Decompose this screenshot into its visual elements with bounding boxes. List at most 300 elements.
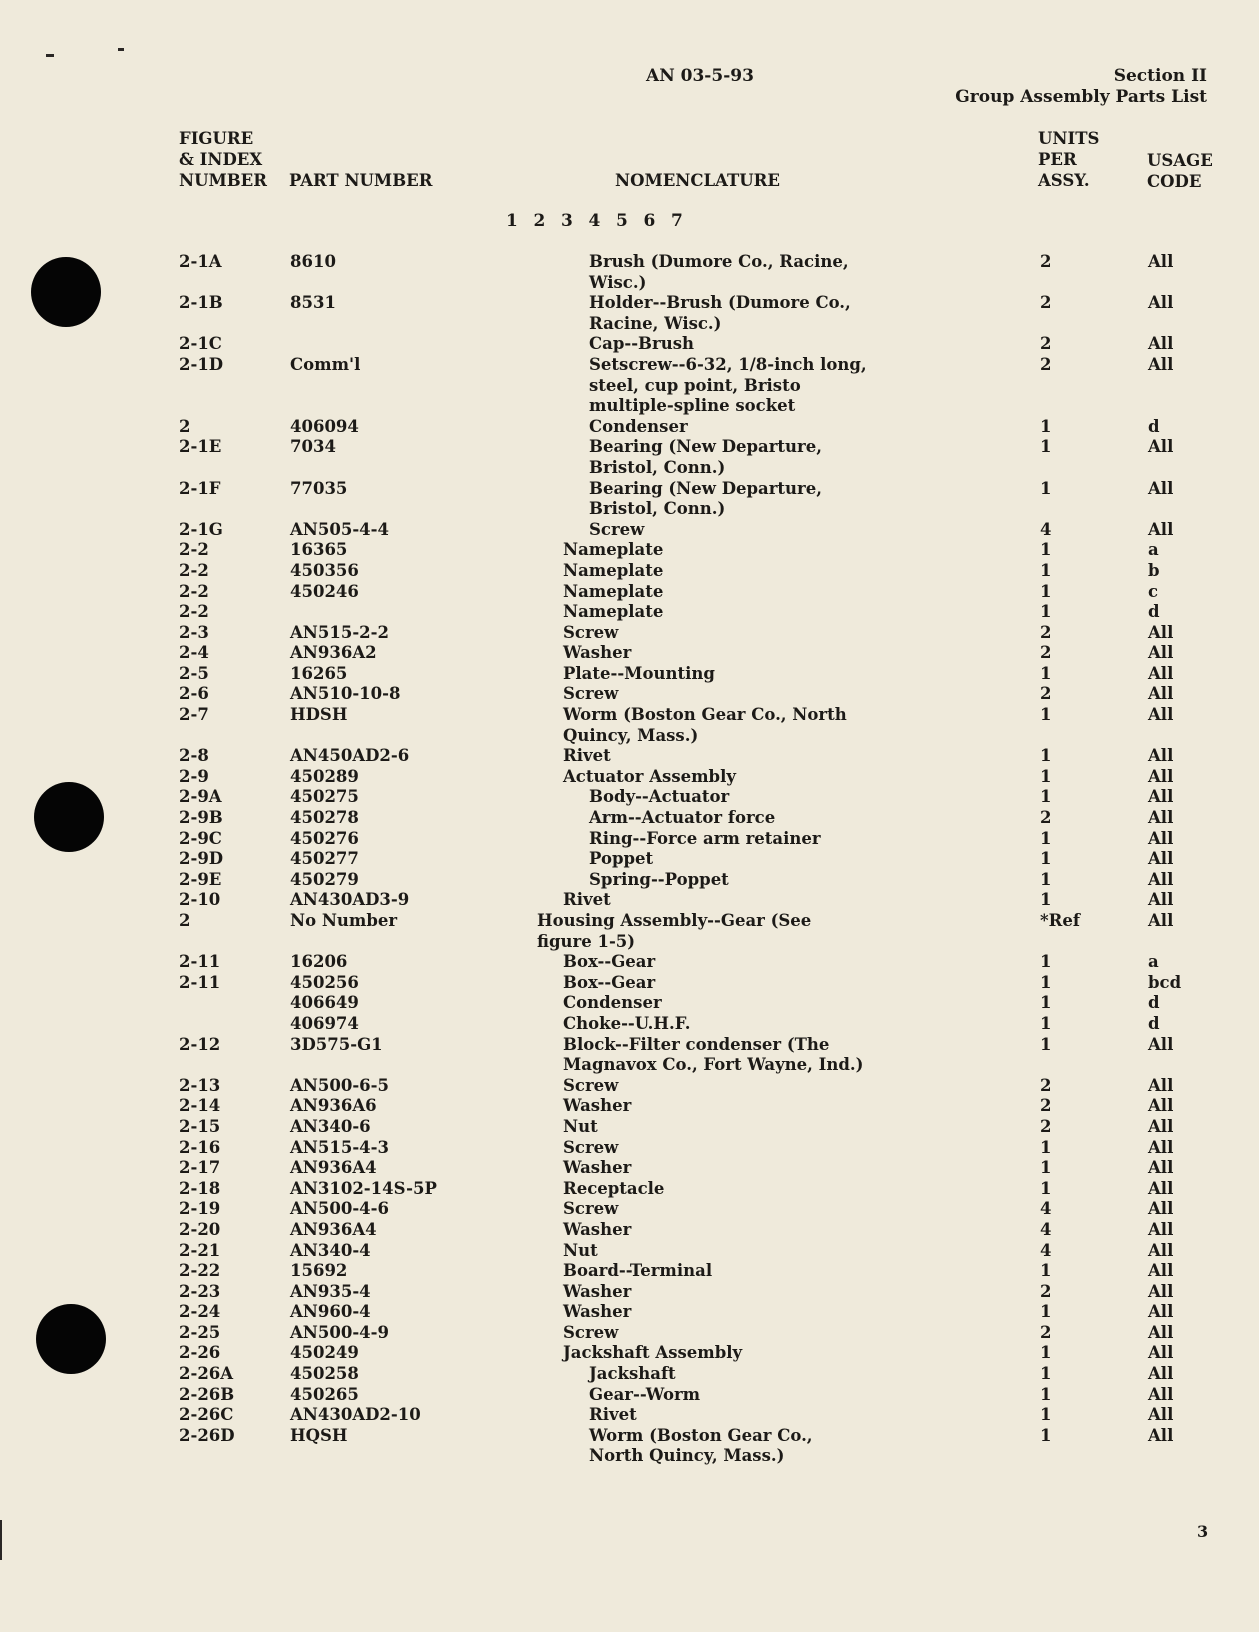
figure-index-cell: 2-19 xyxy=(179,1199,221,1219)
nomenclature-cell: Setscrew--6-32, 1/8-inch long, steel, cup point, Bristo multiple-spline socket xyxy=(589,354,867,416)
nomenclature-cell: Screw xyxy=(563,1199,619,1219)
table-row xyxy=(0,1323,1259,1344)
usage-code-cell: All xyxy=(1148,1261,1174,1281)
figure-index-cell: 2-9E xyxy=(179,869,222,889)
part-number-cell: Comm'l xyxy=(290,354,361,374)
usage-code-cell: All xyxy=(1148,1116,1174,1136)
nomenclature-cell: Jackshaft Assembly xyxy=(563,1343,743,1363)
table-row xyxy=(0,849,1259,870)
figure-index-cell: 2-26C xyxy=(179,1405,234,1425)
figure-index-cell: 2-4 xyxy=(179,643,209,663)
nomenclature-cell: Box--Gear xyxy=(563,972,656,992)
part-number-cell: 450258 xyxy=(290,1364,359,1384)
units-cell: 1 xyxy=(1040,1425,1052,1445)
units-cell: 2 xyxy=(1040,1075,1052,1095)
table-row xyxy=(0,890,1259,911)
units-cell: 1 xyxy=(1040,869,1052,889)
nomenclature-cell: Washer xyxy=(563,643,632,663)
usage-code-cell: All xyxy=(1148,1034,1174,1054)
figure-index-cell: 2-5 xyxy=(179,663,209,683)
figure-index-cell: 2-8 xyxy=(179,746,209,766)
units-cell: 2 xyxy=(1040,1281,1052,1301)
usage-code-cell: All xyxy=(1148,1425,1174,1445)
table-row xyxy=(0,479,1259,520)
usage-code-cell: All xyxy=(1148,663,1174,683)
table-row xyxy=(0,705,1259,746)
part-number-cell: AN430AD2-10 xyxy=(290,1405,421,1425)
usage-code-cell: a xyxy=(1148,952,1159,972)
nomenclature-cell: Body--Actuator xyxy=(589,787,730,807)
table-row xyxy=(0,520,1259,541)
table-row xyxy=(0,1014,1259,1035)
usage-code-cell: d xyxy=(1148,1013,1160,1033)
usage-code-cell: All xyxy=(1148,1302,1174,1322)
table-row xyxy=(0,1179,1259,1200)
part-number-cell: AN515-4-3 xyxy=(290,1137,389,1157)
table-row xyxy=(0,1302,1259,1323)
scan-mark xyxy=(46,54,54,57)
figure-index-cell: 2 xyxy=(179,416,191,436)
usage-code-cell: d xyxy=(1148,602,1160,622)
usage-code-cell: All xyxy=(1148,1219,1174,1239)
part-number-cell: 450276 xyxy=(290,828,359,848)
units-cell: 1 xyxy=(1040,1343,1052,1363)
nomenclature-cell: Block--Filter condenser (The Magnavox Co., Fort Wayne, Ind.) xyxy=(563,1034,864,1075)
units-cell: 1 xyxy=(1040,602,1052,622)
part-number-cell: AN515-2-2 xyxy=(290,622,389,642)
units-cell: 2 xyxy=(1040,684,1052,704)
units-cell: 1 xyxy=(1040,705,1052,725)
table-row xyxy=(0,561,1259,582)
usage-code-cell: All xyxy=(1148,334,1174,354)
table-row xyxy=(0,417,1259,438)
units-cell: 4 xyxy=(1040,1199,1052,1219)
figure-index-cell: 2-1G xyxy=(179,519,223,539)
units-cell: 1 xyxy=(1040,437,1052,457)
part-number-cell: 450279 xyxy=(290,869,359,889)
usage-code-cell: All xyxy=(1148,808,1174,828)
table-row xyxy=(0,1364,1259,1385)
part-number-cell: AN340-4 xyxy=(290,1240,371,1260)
table-row xyxy=(0,993,1259,1014)
figure-index-cell: 2-7 xyxy=(179,705,209,725)
units-cell: 2 xyxy=(1040,354,1052,374)
table-row xyxy=(0,1282,1259,1303)
part-number-cell: AN450AD2-6 xyxy=(290,746,410,766)
units-cell: 2 xyxy=(1040,252,1052,271)
usage-code-cell: All xyxy=(1148,1158,1174,1178)
nomenclature-cell: Nut xyxy=(563,1240,598,1260)
part-number-cell: 406974 xyxy=(290,1013,359,1033)
indent-scale: 1 2 3 4 5 6 7 xyxy=(506,211,683,231)
table-row xyxy=(0,787,1259,808)
units-cell: 1 xyxy=(1040,746,1052,766)
usage-code-cell: All xyxy=(1148,478,1174,498)
table-row xyxy=(0,582,1259,603)
usage-code-cell: All xyxy=(1148,869,1174,889)
usage-code-cell: All xyxy=(1148,293,1174,313)
column-header-figure: FIGURE & INDEX NUMBER xyxy=(179,129,267,190)
nomenclature-cell: Cap--Brush xyxy=(589,334,694,354)
part-number-cell: 450265 xyxy=(290,1384,359,1404)
part-number-cell: 8531 xyxy=(290,293,336,313)
nomenclature-cell: Plate--Mounting xyxy=(563,663,715,683)
table-row xyxy=(0,952,1259,973)
nomenclature-cell: Nameplate xyxy=(563,602,664,622)
nomenclature-cell: Nameplate xyxy=(563,560,664,580)
table-row xyxy=(0,1241,1259,1262)
part-number-cell: AN960-4 xyxy=(290,1302,371,1322)
nomenclature-cell: Actuator Assembly xyxy=(563,766,736,786)
figure-index-cell: 2-6 xyxy=(179,684,209,704)
figure-index-cell: 2-1C xyxy=(179,334,222,354)
nomenclature-cell: Ring--Force arm retainer xyxy=(589,828,821,848)
part-number-cell: 450289 xyxy=(290,766,359,786)
table-row xyxy=(0,540,1259,561)
table-row xyxy=(0,1220,1259,1241)
nomenclature-cell: Brush (Dumore Co., Racine, Wisc.) xyxy=(589,252,849,292)
nomenclature-cell: Board--Terminal xyxy=(563,1261,713,1281)
units-cell: 1 xyxy=(1040,1302,1052,1322)
table-row xyxy=(0,1096,1259,1117)
figure-index-cell: 2-2 xyxy=(179,560,209,580)
units-cell: 2 xyxy=(1040,622,1052,642)
nomenclature-cell: Jackshaft xyxy=(589,1364,676,1384)
usage-code-cell: bcd xyxy=(1148,972,1182,992)
usage-code-cell: All xyxy=(1148,354,1174,374)
usage-code-cell: All xyxy=(1148,252,1174,271)
section-heading xyxy=(955,66,1207,108)
figure-index-cell: 2-21 xyxy=(179,1240,221,1260)
part-number-cell: AN936A2 xyxy=(290,643,377,663)
usage-code-cell: All xyxy=(1148,622,1174,642)
table-row xyxy=(0,643,1259,664)
usage-code-cell: All xyxy=(1148,746,1174,766)
nomenclature-cell: Screw xyxy=(563,1137,619,1157)
figure-index-cell: 2-1F xyxy=(179,478,221,498)
units-cell: 2 xyxy=(1040,334,1052,354)
nomenclature-cell: Rivet xyxy=(563,746,611,766)
nomenclature-cell: Rivet xyxy=(589,1405,637,1425)
usage-code-cell: d xyxy=(1148,416,1160,436)
table-row xyxy=(0,870,1259,891)
usage-code-cell: All xyxy=(1148,787,1174,807)
usage-code-cell: d xyxy=(1148,993,1160,1013)
usage-code-cell: All xyxy=(1148,766,1174,786)
units-cell: *Ref xyxy=(1040,911,1080,930)
units-cell: 1 xyxy=(1040,416,1052,436)
units-cell: 1 xyxy=(1040,849,1052,869)
table-row xyxy=(0,623,1259,644)
units-cell: 1 xyxy=(1040,478,1052,498)
figure-index-cell: 2-9A xyxy=(179,787,222,807)
column-header-units: UNITS PER ASSY. xyxy=(1038,129,1100,190)
units-cell: 1 xyxy=(1040,787,1052,807)
section-title: Group Assembly Parts List xyxy=(955,87,1207,107)
units-cell: 1 xyxy=(1040,560,1052,580)
table-row xyxy=(0,1035,1259,1076)
usage-code-cell: All xyxy=(1148,911,1174,930)
nomenclature-cell: Housing Assembly--Gear (See figure 1-5) xyxy=(537,911,812,951)
figure-index-cell: 2-16 xyxy=(179,1137,221,1157)
figure-index-cell: 2 xyxy=(179,911,191,930)
table-row xyxy=(0,911,1259,952)
figure-index-cell: 2-11 xyxy=(179,972,221,992)
part-number-cell: 16206 xyxy=(290,952,348,972)
nomenclature-cell: Screw xyxy=(563,622,619,642)
figure-index-cell: 2-26A xyxy=(179,1364,234,1384)
figure-index-cell: 2-9 xyxy=(179,766,209,786)
figure-index-cell: 2-9D xyxy=(179,849,224,869)
table-row xyxy=(0,1138,1259,1159)
figure-index-cell: 2-1B xyxy=(179,293,223,313)
part-number-cell: 450246 xyxy=(290,581,359,601)
part-number-cell: 450356 xyxy=(290,560,359,580)
nomenclature-cell: Nameplate xyxy=(563,581,664,601)
units-cell: 1 xyxy=(1040,952,1052,972)
figure-index-cell: 2-1D xyxy=(179,354,224,374)
usage-code-cell: All xyxy=(1148,1096,1174,1116)
usage-code-cell: b xyxy=(1148,560,1160,580)
usage-code-cell: All xyxy=(1148,1281,1174,1301)
nomenclature-cell: Washer xyxy=(563,1281,632,1301)
figure-index-cell: 2-2 xyxy=(179,581,209,601)
nomenclature-cell: Poppet xyxy=(589,849,654,869)
units-cell: 1 xyxy=(1040,1384,1052,1404)
table-row xyxy=(0,829,1259,850)
table-row xyxy=(0,334,1259,355)
figure-index-cell: 2-3 xyxy=(179,622,209,642)
table-row xyxy=(0,1117,1259,1138)
table-row xyxy=(0,767,1259,788)
units-cell: 4 xyxy=(1040,1219,1052,1239)
figure-index-cell: 2-22 xyxy=(179,1261,221,1281)
usage-code-cell: All xyxy=(1148,1343,1174,1363)
nomenclature-cell: Condenser xyxy=(589,416,688,436)
nomenclature-cell: Worm (Boston Gear Co., North Quincy, Mass.) xyxy=(589,1425,813,1466)
table-row xyxy=(0,1199,1259,1220)
nomenclature-cell: Nameplate xyxy=(563,540,664,560)
part-number-cell: AN510-10-8 xyxy=(290,684,401,704)
part-number-cell: 77035 xyxy=(290,478,348,498)
units-cell: 1 xyxy=(1040,1034,1052,1054)
units-cell: 2 xyxy=(1040,643,1052,663)
figure-index-cell: 2-1A xyxy=(179,252,222,271)
nomenclature-cell: Holder--Brush (Dumore Co., Racine, Wisc.) xyxy=(589,293,851,333)
usage-code-cell: All xyxy=(1148,1322,1174,1342)
scan-mark xyxy=(118,48,124,51)
units-cell: 1 xyxy=(1040,663,1052,683)
units-cell: 4 xyxy=(1040,519,1052,539)
nomenclature-cell: Screw xyxy=(563,684,619,704)
table-row xyxy=(0,1385,1259,1406)
part-number-cell: 450256 xyxy=(290,972,359,992)
nomenclature-cell: Bearing (New Departure, Bristol, Conn.) xyxy=(589,478,822,519)
table-row xyxy=(0,664,1259,685)
units-cell: 2 xyxy=(1040,808,1052,828)
units-cell: 1 xyxy=(1040,1261,1052,1281)
units-cell: 1 xyxy=(1040,1405,1052,1425)
part-number-cell: AN936A4 xyxy=(290,1219,377,1239)
usage-code-cell: All xyxy=(1148,684,1174,704)
nomenclature-cell: Screw xyxy=(563,1075,619,1095)
units-cell: 2 xyxy=(1040,293,1052,313)
figure-index-cell: 2-12 xyxy=(179,1034,221,1054)
figure-index-cell: 2-17 xyxy=(179,1158,221,1178)
document-number: AN 03-5-93 xyxy=(646,66,754,86)
table-row xyxy=(0,1158,1259,1179)
table-row xyxy=(0,602,1259,623)
units-cell: 1 xyxy=(1040,972,1052,992)
part-number-cell: AN500-4-6 xyxy=(290,1199,389,1219)
part-number-cell: 7034 xyxy=(290,437,336,457)
part-number-cell: AN505-4-4 xyxy=(290,519,389,539)
part-number-cell: HDSH xyxy=(290,705,348,725)
nomenclature-cell: Nut xyxy=(563,1116,598,1136)
figure-index-cell: 2-9C xyxy=(179,828,222,848)
table-row xyxy=(0,1426,1259,1467)
units-cell: 2 xyxy=(1040,1096,1052,1116)
units-cell: 2 xyxy=(1040,1322,1052,1342)
edge-line xyxy=(0,1520,2,1560)
usage-code-cell: c xyxy=(1148,581,1159,601)
figure-index-cell: 2-26D xyxy=(179,1425,235,1445)
nomenclature-cell: Screw xyxy=(589,519,645,539)
usage-code-cell: All xyxy=(1148,643,1174,663)
parts-table xyxy=(0,252,1259,1467)
nomenclature-cell: Choke--U.H.F. xyxy=(563,1013,691,1033)
column-header-part-number: PART NUMBER xyxy=(289,171,433,190)
units-cell: 4 xyxy=(1040,1240,1052,1260)
nomenclature-cell: Arm--Actuator force xyxy=(589,808,776,828)
table-row xyxy=(0,293,1259,334)
figure-index-cell: 2-2 xyxy=(179,602,209,622)
units-cell: 1 xyxy=(1040,993,1052,1013)
usage-code-cell: All xyxy=(1148,1384,1174,1404)
part-number-cell: AN500-4-9 xyxy=(290,1322,389,1342)
column-header-usage: USAGE CODE xyxy=(1147,151,1213,191)
units-cell: 1 xyxy=(1040,766,1052,786)
table-row xyxy=(0,252,1259,293)
figure-index-cell: 2-10 xyxy=(179,890,221,910)
nomenclature-cell: Box--Gear xyxy=(563,952,656,972)
units-cell: 1 xyxy=(1040,1158,1052,1178)
column-header-nomenclature: NOMENCLATURE xyxy=(615,171,780,190)
nomenclature-cell: Washer xyxy=(563,1158,632,1178)
usage-code-cell: All xyxy=(1148,1137,1174,1157)
nomenclature-cell: Washer xyxy=(563,1219,632,1239)
nomenclature-cell: Washer xyxy=(563,1302,632,1322)
units-cell: 1 xyxy=(1040,828,1052,848)
part-number-cell: 406649 xyxy=(290,993,359,1013)
units-cell: 1 xyxy=(1040,890,1052,910)
part-number-cell: 450278 xyxy=(290,808,359,828)
usage-code-cell: All xyxy=(1148,1199,1174,1219)
nomenclature-cell: Condenser xyxy=(563,993,662,1013)
units-cell: 1 xyxy=(1040,1137,1052,1157)
part-number-cell: 3D575-G1 xyxy=(290,1034,383,1054)
usage-code-cell: All xyxy=(1148,828,1174,848)
figure-index-cell: 2-20 xyxy=(179,1219,221,1239)
part-number-cell: 450249 xyxy=(290,1343,359,1363)
part-number-cell: 16265 xyxy=(290,663,348,683)
figure-index-cell: 2-9B xyxy=(179,808,223,828)
usage-code-cell: All xyxy=(1148,437,1174,457)
part-number-cell: 8610 xyxy=(290,252,336,271)
nomenclature-cell: Worm (Boston Gear Co., North Quincy, Mass.) xyxy=(563,705,847,745)
figure-index-cell: 2-18 xyxy=(179,1178,221,1198)
part-number-cell: AN3102-14S-5P xyxy=(290,1178,437,1198)
nomenclature-cell: Bearing (New Departure, Bristol, Conn.) xyxy=(589,437,822,477)
figure-index-cell: 2-1E xyxy=(179,437,222,457)
part-number-cell: AN935-4 xyxy=(290,1281,371,1301)
part-number-cell: 450275 xyxy=(290,787,359,807)
figure-index-cell: 2-26B xyxy=(179,1384,235,1404)
part-number-cell: AN340-6 xyxy=(290,1116,371,1136)
figure-index-cell: 2-23 xyxy=(179,1281,221,1301)
table-row xyxy=(0,973,1259,994)
units-cell: 1 xyxy=(1040,1178,1052,1198)
part-number-cell: HQSH xyxy=(290,1425,348,1445)
usage-code-cell: All xyxy=(1148,890,1174,910)
part-number-cell: 406094 xyxy=(290,416,359,436)
nomenclature-cell: Gear--Worm xyxy=(589,1384,701,1404)
figure-index-cell: 2-26 xyxy=(179,1343,221,1363)
figure-index-cell: 2-24 xyxy=(179,1302,221,1322)
nomenclature-cell: Receptacle xyxy=(563,1178,665,1198)
units-cell: 2 xyxy=(1040,1116,1052,1136)
part-number-cell: AN936A6 xyxy=(290,1096,377,1116)
table-row xyxy=(0,355,1259,417)
page-number: 3 xyxy=(1197,1522,1209,1541)
usage-code-cell: All xyxy=(1148,1240,1174,1260)
units-cell: 1 xyxy=(1040,540,1052,560)
figure-index-cell: 2-11 xyxy=(179,952,221,972)
part-number-cell: 15692 xyxy=(290,1261,348,1281)
usage-code-cell: a xyxy=(1148,540,1159,560)
nomenclature-cell: Rivet xyxy=(563,890,611,910)
table-row xyxy=(0,437,1259,478)
part-number-cell: AN500-6-5 xyxy=(290,1075,389,1095)
usage-code-cell: All xyxy=(1148,1075,1174,1095)
part-number-cell: AN430AD3-9 xyxy=(290,890,410,910)
units-cell: 1 xyxy=(1040,1364,1052,1384)
usage-code-cell: All xyxy=(1148,849,1174,869)
table-row xyxy=(0,746,1259,767)
usage-code-cell: All xyxy=(1148,1364,1174,1384)
usage-code-cell: All xyxy=(1148,705,1174,725)
usage-code-cell: All xyxy=(1148,1178,1174,1198)
table-row xyxy=(0,1076,1259,1097)
section-label: Section II xyxy=(1113,66,1207,86)
usage-code-cell: All xyxy=(1148,519,1174,539)
nomenclature-cell: Spring--Poppet xyxy=(589,869,729,889)
table-row xyxy=(0,1261,1259,1282)
units-cell: 1 xyxy=(1040,1013,1052,1033)
table-row xyxy=(0,684,1259,705)
part-number-cell: 16365 xyxy=(290,540,348,560)
nomenclature-cell: Screw xyxy=(563,1322,619,1342)
table-row xyxy=(0,1405,1259,1426)
nomenclature-cell: Washer xyxy=(563,1096,632,1116)
figure-index-cell: 2-14 xyxy=(179,1096,221,1116)
table-row xyxy=(0,1343,1259,1364)
table-row xyxy=(0,808,1259,829)
usage-code-cell: All xyxy=(1148,1405,1174,1425)
units-cell: 1 xyxy=(1040,581,1052,601)
figure-index-cell: 2-15 xyxy=(179,1116,221,1136)
part-number-cell: 450277 xyxy=(290,849,359,869)
